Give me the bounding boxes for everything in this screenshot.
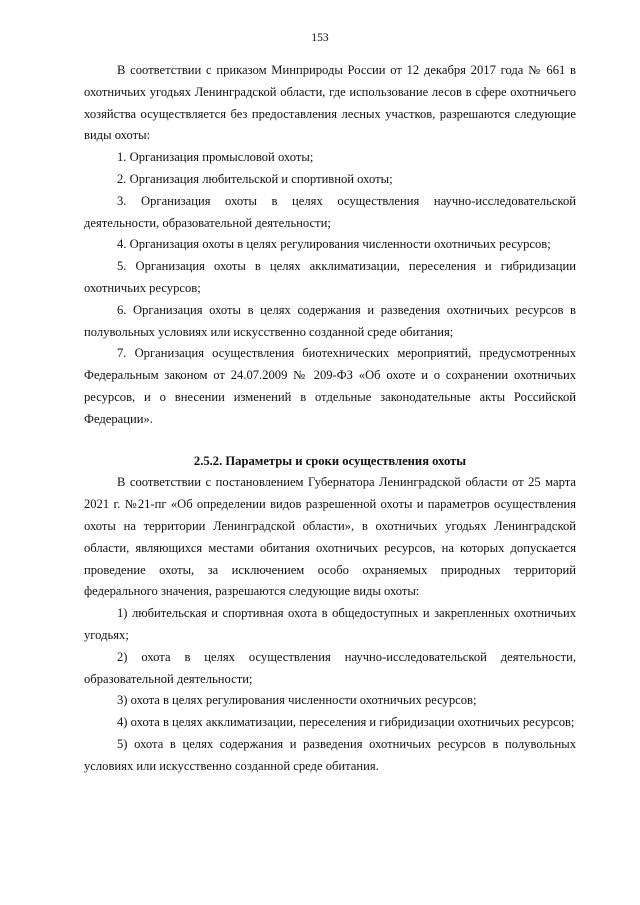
section2-heading: 2.5.2. Параметры и сроки осуществления охоты [193, 453, 467, 468]
page-number: 153 [311, 32, 329, 44]
section2-item: 1) любительская и спортивная охота в общедоступных и закрепленных охотничьих угодьях; [84, 606, 576, 642]
section2-item: 4) охота в целях акклиматизации, переселения и гибридизации охотничьих ресурсов; [117, 715, 575, 730]
section2-item: 3) охота в целях регулирования численности охотничьих ресурсов; [117, 693, 477, 708]
section2-item: 2) охота в целях осуществления научно-исследовательской деятельности, образовательной деятельности; [84, 649, 576, 686]
section2-intro: В соответствии с постановлением Губернатора Ленинградской области от 25 марта 2021 г. №21-пг «Об определении видов разрешенной охоты и параметров осуществления охоты на территории Ленинградской области», в охотничьих угодьях Ленинградской области, являющихся местами обитания охотничьих ресурсов, на которых допускается проведение охоты, за исключением особо охраняемых природных территорий федерального значения, разрешаются следующие виды охоты: [84, 475, 576, 599]
section1-item: 3. Организация охоты в целях осуществления научно-исследовательской деятельности, образовательной деятельности; [84, 193, 576, 230]
section1-item: 4. Организация охоты в целях регулирования численности охотничьих ресурсов; [117, 237, 551, 252]
document-body [84, 60, 576, 778]
section1-intro: В соответствии с приказом Минприроды России от 12 декабря 2017 года № 661 в охотничьих угодьях Ленинградской области, где использование лесов в сфере охотничьего хозяйства осуществляется без предоставления лесных участков, разрешаются следующие виды охоты: [84, 63, 576, 143]
section1-item: 5. Организация охоты в целях акклиматизации, переселения и гибридизации охотничьих ресурсов; [84, 259, 576, 295]
section1-item: 6. Организация охоты в целях содержания и разведения охотничьих ресурсов в полувольных условиях или искусственно созданной среде обитания; [84, 302, 576, 339]
section1-item: 1. Организация промысловой охоты; [117, 150, 314, 165]
section1-item: 2. Организация любительской и спортивной охоты; [117, 171, 393, 186]
section1-item: 7. Организация осуществления биотехнических мероприятий, предусмотренных Федеральным законом от 24.07.2009 № 209-ФЗ «Об охоте и о сохранении охотничьих ресурсов, и о внесении изменений в отдельные законодательные акты Российской Федерации». [84, 346, 576, 426]
section2-item: 5) охота в целях содержания и разведения охотничьих ресурсов в полувольных условиях или искусственно созданной среде обитания. [84, 736, 576, 773]
